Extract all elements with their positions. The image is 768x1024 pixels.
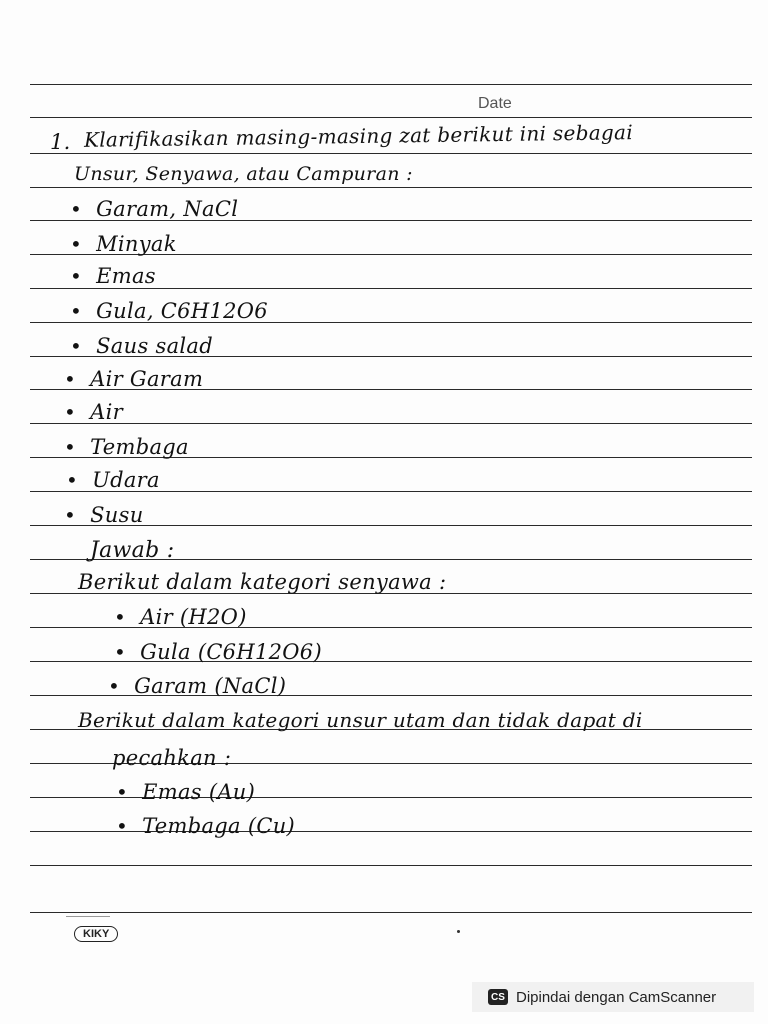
ruled-line	[30, 288, 752, 289]
unsur-item: • Emas (Au)	[116, 780, 255, 804]
question-line-2: Unsur, Senyawa, atau Campuran :	[74, 163, 413, 185]
footer-rule	[66, 916, 110, 917]
date-label: Date	[478, 95, 512, 112]
ruled-line	[30, 865, 752, 866]
question-line-1: Klarifikasikan masing-masing zat berikut ini sebagai	[83, 120, 634, 152]
ruled-line	[30, 187, 752, 188]
senyawa-item: • Gula (C6H12O6)	[114, 640, 322, 664]
list-item: • Minyak	[70, 232, 177, 256]
question-number: 1.	[50, 130, 71, 154]
senyawa-item: • Garam (NaCl)	[108, 674, 286, 698]
ruled-line	[30, 423, 752, 424]
ink-dot	[457, 930, 460, 933]
list-item: • Susu	[64, 503, 144, 527]
list-item: • Garam, NaCl	[70, 197, 238, 221]
list-item: • Saus salad	[70, 334, 213, 358]
list-item: • Air	[64, 400, 123, 424]
unsur-heading-line-1: Berikut dalam kategori unsur utam dan tidak dapat di	[78, 708, 643, 732]
ruled-line	[30, 153, 752, 154]
ruled-line	[30, 912, 752, 913]
unsur-heading-line-2: pecahkan :	[112, 746, 232, 770]
list-item: • Emas	[70, 264, 156, 288]
answer-label: Jawab :	[90, 538, 175, 563]
camscanner-text: Dipindai dengan CamScanner	[516, 988, 717, 1006]
senyawa-item: • Air (H2O)	[114, 605, 247, 629]
notebook-brand-logo: KIKY	[74, 926, 118, 942]
unsur-item: • Tembaga (Cu)	[116, 814, 295, 838]
camscanner-watermark	[472, 982, 754, 1012]
list-item: • Tembaga	[64, 435, 189, 459]
list-item: • Air Garam	[64, 367, 203, 391]
senyawa-heading: Berikut dalam kategori senyawa :	[78, 570, 447, 594]
ruled-line	[30, 117, 752, 118]
ruled-line	[30, 84, 752, 85]
list-item: • Gula, C6H12O6	[70, 299, 268, 323]
camscanner-icon: CS	[488, 989, 508, 1005]
list-item: • Udara	[66, 468, 160, 492]
